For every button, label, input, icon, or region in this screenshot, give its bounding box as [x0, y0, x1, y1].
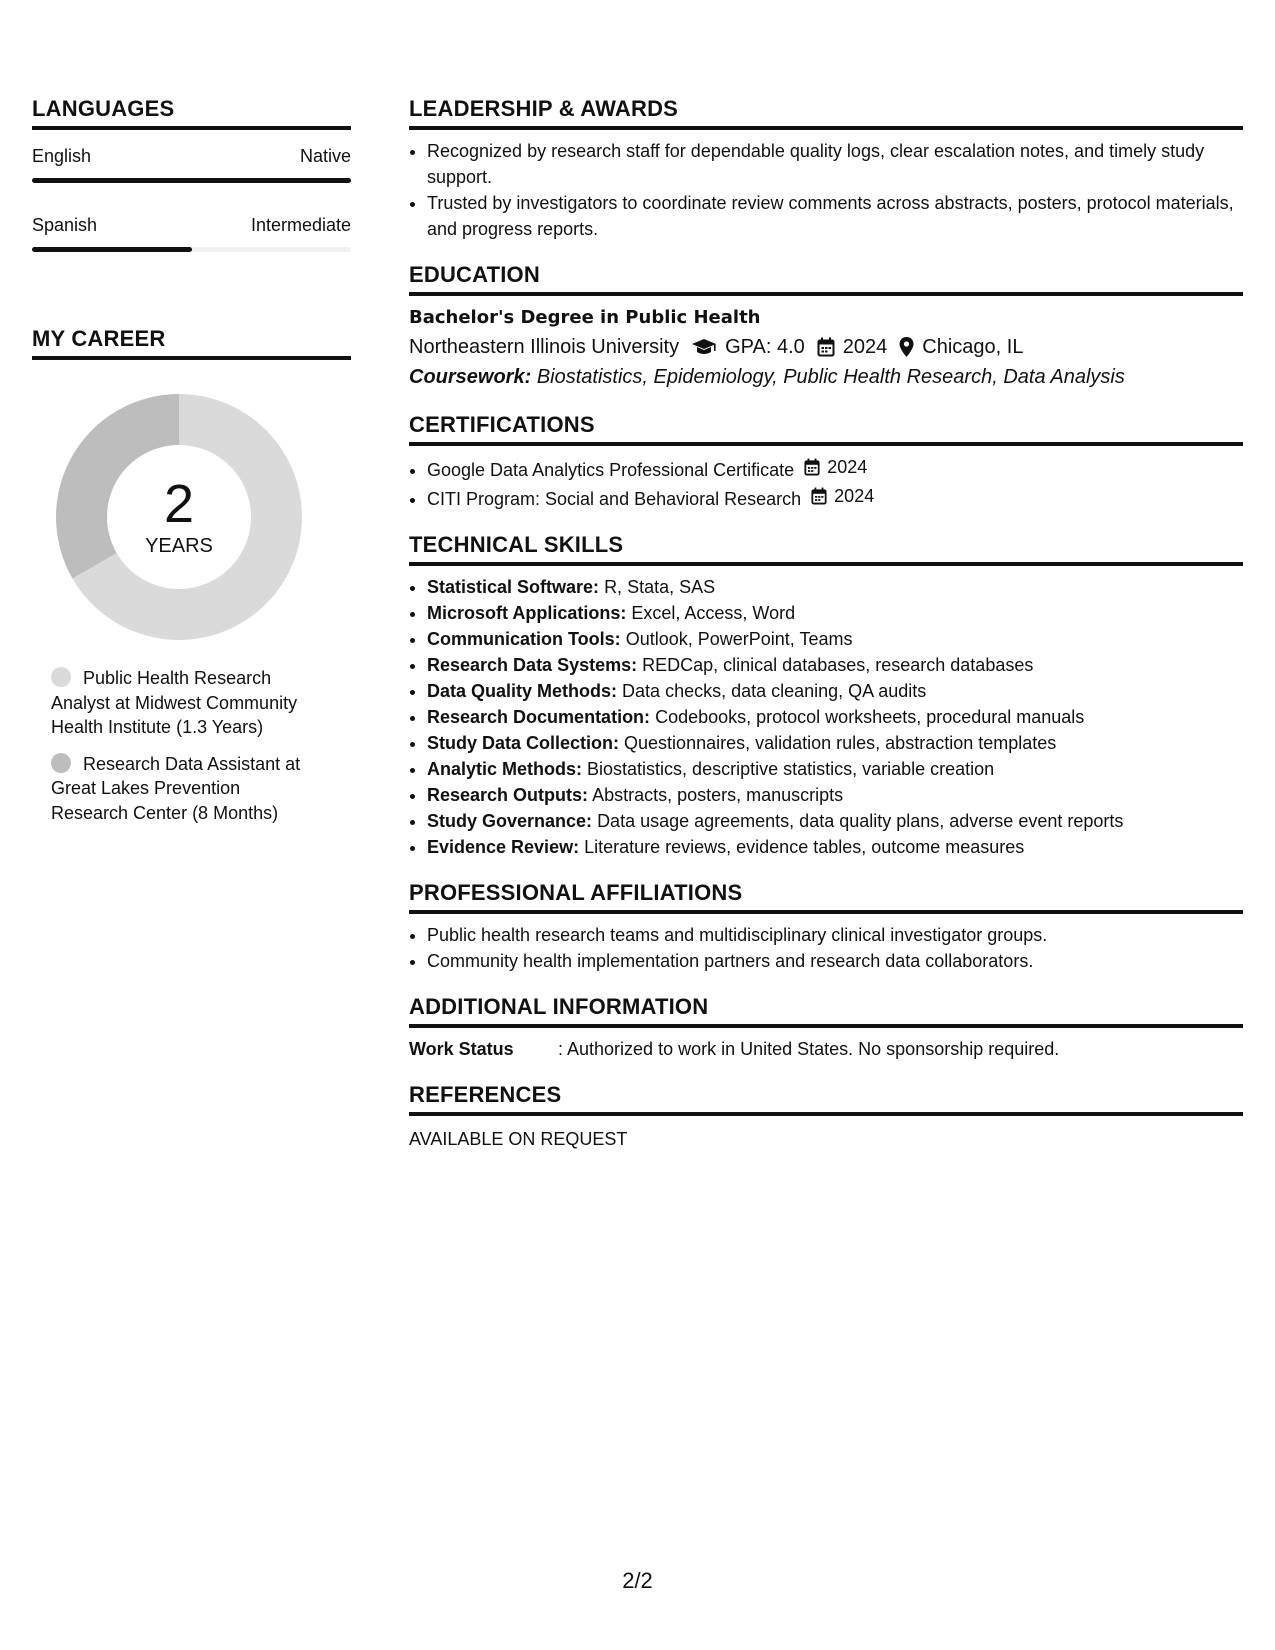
references-section	[409, 1080, 1243, 1152]
skill-item	[427, 626, 1243, 652]
gpa-value: GPA: 4.0	[725, 336, 805, 358]
certifications-title: CERTIFICATIONS	[409, 410, 1243, 446]
skill-item	[427, 782, 1243, 808]
references-title: REFERENCES	[409, 1080, 1243, 1116]
skill-value: Abstracts, posters, manuscripts	[592, 785, 844, 805]
leadership-section	[409, 94, 1243, 242]
skill-label: Study Data Collection:	[427, 733, 620, 753]
language-level: Native	[299, 146, 351, 166]
certification-date	[804, 454, 867, 480]
career-list	[51, 666, 321, 825]
language-name: Spanish	[32, 215, 98, 235]
coursework-label: Coursework:	[409, 366, 532, 388]
skill-label: Microsoft Applications:	[427, 603, 627, 623]
skill-label: Study Governance:	[427, 811, 593, 831]
skill-label: Communication Tools:	[427, 629, 621, 649]
career-item	[51, 752, 321, 826]
language-row	[32, 213, 351, 237]
work-status-label: Work Status	[409, 1039, 514, 1059]
education-section	[409, 260, 1243, 392]
education-details	[409, 332, 1243, 362]
skill-item	[427, 600, 1243, 626]
career-section	[32, 324, 351, 825]
language-item	[32, 144, 351, 183]
language-level-fill	[32, 247, 192, 252]
calendar-icon	[817, 337, 835, 357]
school-location: Chicago, IL	[922, 336, 1024, 358]
skill-label: Data Quality Methods:	[427, 681, 618, 701]
skill-value: Data usage agreements, data quality plans, adverse event reports	[597, 811, 1124, 831]
certifications-section	[409, 410, 1243, 512]
leadership-title: LEADERSHIP & AWARDS	[409, 94, 1243, 130]
affiliation-item: • Community health implementation partners and research data collaborators.	[427, 948, 1243, 974]
career-item-text: Research Data Assistant at Great Lakes Prevention Research Center (8 Months)	[51, 753, 301, 823]
certification-year: 2024	[834, 486, 875, 506]
skill-value: Data checks, data cleaning, QA audits	[622, 681, 927, 701]
coursework	[409, 362, 1243, 392]
languages-section	[32, 94, 351, 252]
skill-value: Literature reviews, evidence tables, outcome measures	[584, 837, 1025, 857]
skill-value: Excel, Access, Word	[631, 603, 796, 623]
language-item	[32, 213, 351, 252]
skill-label: Evidence Review:	[427, 837, 580, 857]
certification-year: 2024	[827, 457, 868, 477]
skill-item	[427, 652, 1243, 678]
location-pin-icon	[899, 337, 914, 357]
left-column	[32, 94, 351, 837]
language-row	[32, 144, 351, 168]
school-name: Northeastern Illinois University	[409, 336, 680, 358]
work-status-row	[409, 1036, 1243, 1062]
language-level-fill	[32, 178, 351, 183]
skill-value: Outlook, PowerPoint, Teams	[625, 629, 853, 649]
language-level-bar	[32, 247, 351, 252]
career-legend-dot	[51, 667, 71, 687]
skills-section	[409, 530, 1243, 860]
skill-value: Biostatistics, descriptive statistics, variable creation	[587, 759, 995, 779]
skill-label: Analytic Methods:	[427, 759, 583, 779]
skill-value: Questionnaires, validation rules, abstraction templates	[624, 733, 1057, 753]
career-item-text: Public Health Research Analyst at Midwest Community Health Institute (1.3 Years)	[51, 668, 298, 737]
page-number: 2/2	[622, 1568, 653, 1593]
coursework-list: Biostatistics, Epidemiology, Public Health Research, Data Analysis	[536, 366, 1125, 388]
skills-list	[409, 574, 1243, 860]
certification-name: CITI Program: Social and Behavioral Research	[427, 489, 802, 509]
skill-item	[427, 678, 1243, 704]
languages-title: LANGUAGES	[32, 94, 351, 130]
leadership-item: • Recognized by research staff for dependable quality logs, clear escalation notes, and timely study support.	[427, 138, 1243, 190]
skill-item	[427, 574, 1243, 600]
graduation-year: 2024	[842, 336, 888, 358]
skill-label: Research Outputs:	[427, 785, 589, 805]
skills-title: TECHNICAL SKILLS	[409, 530, 1243, 566]
skill-label: Research Data Systems:	[427, 655, 638, 675]
career-title: MY CAREER	[32, 324, 351, 360]
certification-item	[427, 483, 1243, 512]
calendar-icon	[811, 487, 831, 505]
right-column	[409, 94, 1243, 1170]
career-total-years: 2	[163, 474, 195, 534]
skill-item	[427, 756, 1243, 782]
leadership-list	[409, 138, 1243, 242]
skill-item	[427, 704, 1243, 730]
skill-item	[427, 834, 1243, 860]
certification-name: Google Data Analytics Professional Certificate	[427, 460, 795, 480]
language-list	[32, 144, 351, 252]
career-legend-dot	[51, 753, 71, 773]
skill-label: Research Documentation:	[427, 707, 651, 727]
skill-value: Codebooks, protocol worksheets, procedural manuals	[655, 707, 1085, 727]
work-status-value: : Authorized to work in United States. No sponsorship required.	[558, 1039, 1060, 1059]
certification-item	[427, 454, 1243, 483]
affiliations-list	[409, 922, 1243, 974]
skill-value: R, Stata, SAS	[604, 577, 716, 597]
calendar-icon	[804, 458, 824, 476]
language-level: Intermediate	[250, 215, 351, 235]
graduation-cap-icon	[691, 338, 717, 356]
career-item	[51, 666, 321, 740]
degree-title: Bachelor's Degree in Public Health	[409, 307, 761, 328]
skill-value: REDCap, clinical databases, research databases	[642, 655, 1034, 675]
additional-title: ADDITIONAL INFORMATION	[409, 992, 1243, 1028]
affiliations-title: PROFESSIONAL AFFILIATIONS	[409, 878, 1243, 914]
skill-item	[427, 808, 1243, 834]
skill-item	[427, 730, 1243, 756]
certifications-list	[409, 454, 1243, 512]
language-name: English	[32, 146, 92, 166]
education-title: EDUCATION	[409, 260, 1243, 296]
language-level-bar	[32, 178, 351, 183]
references-text: AVAILABLE ON REQUEST	[409, 1129, 628, 1149]
affiliations-section	[409, 878, 1243, 974]
affiliation-item: • Public health research teams and multidisciplinary clinical investigator groups.	[427, 922, 1243, 948]
career-donut-chart	[56, 394, 302, 640]
skill-label: Statistical Software:	[427, 577, 600, 597]
additional-section	[409, 992, 1243, 1062]
donut-center	[56, 394, 302, 640]
leadership-item: • Trusted by investigators to coordinate review comments across abstracts, posters, protocol materials, and progress reports.	[427, 190, 1243, 242]
career-total-unit: YEARS	[145, 535, 213, 557]
certification-date	[811, 483, 874, 509]
